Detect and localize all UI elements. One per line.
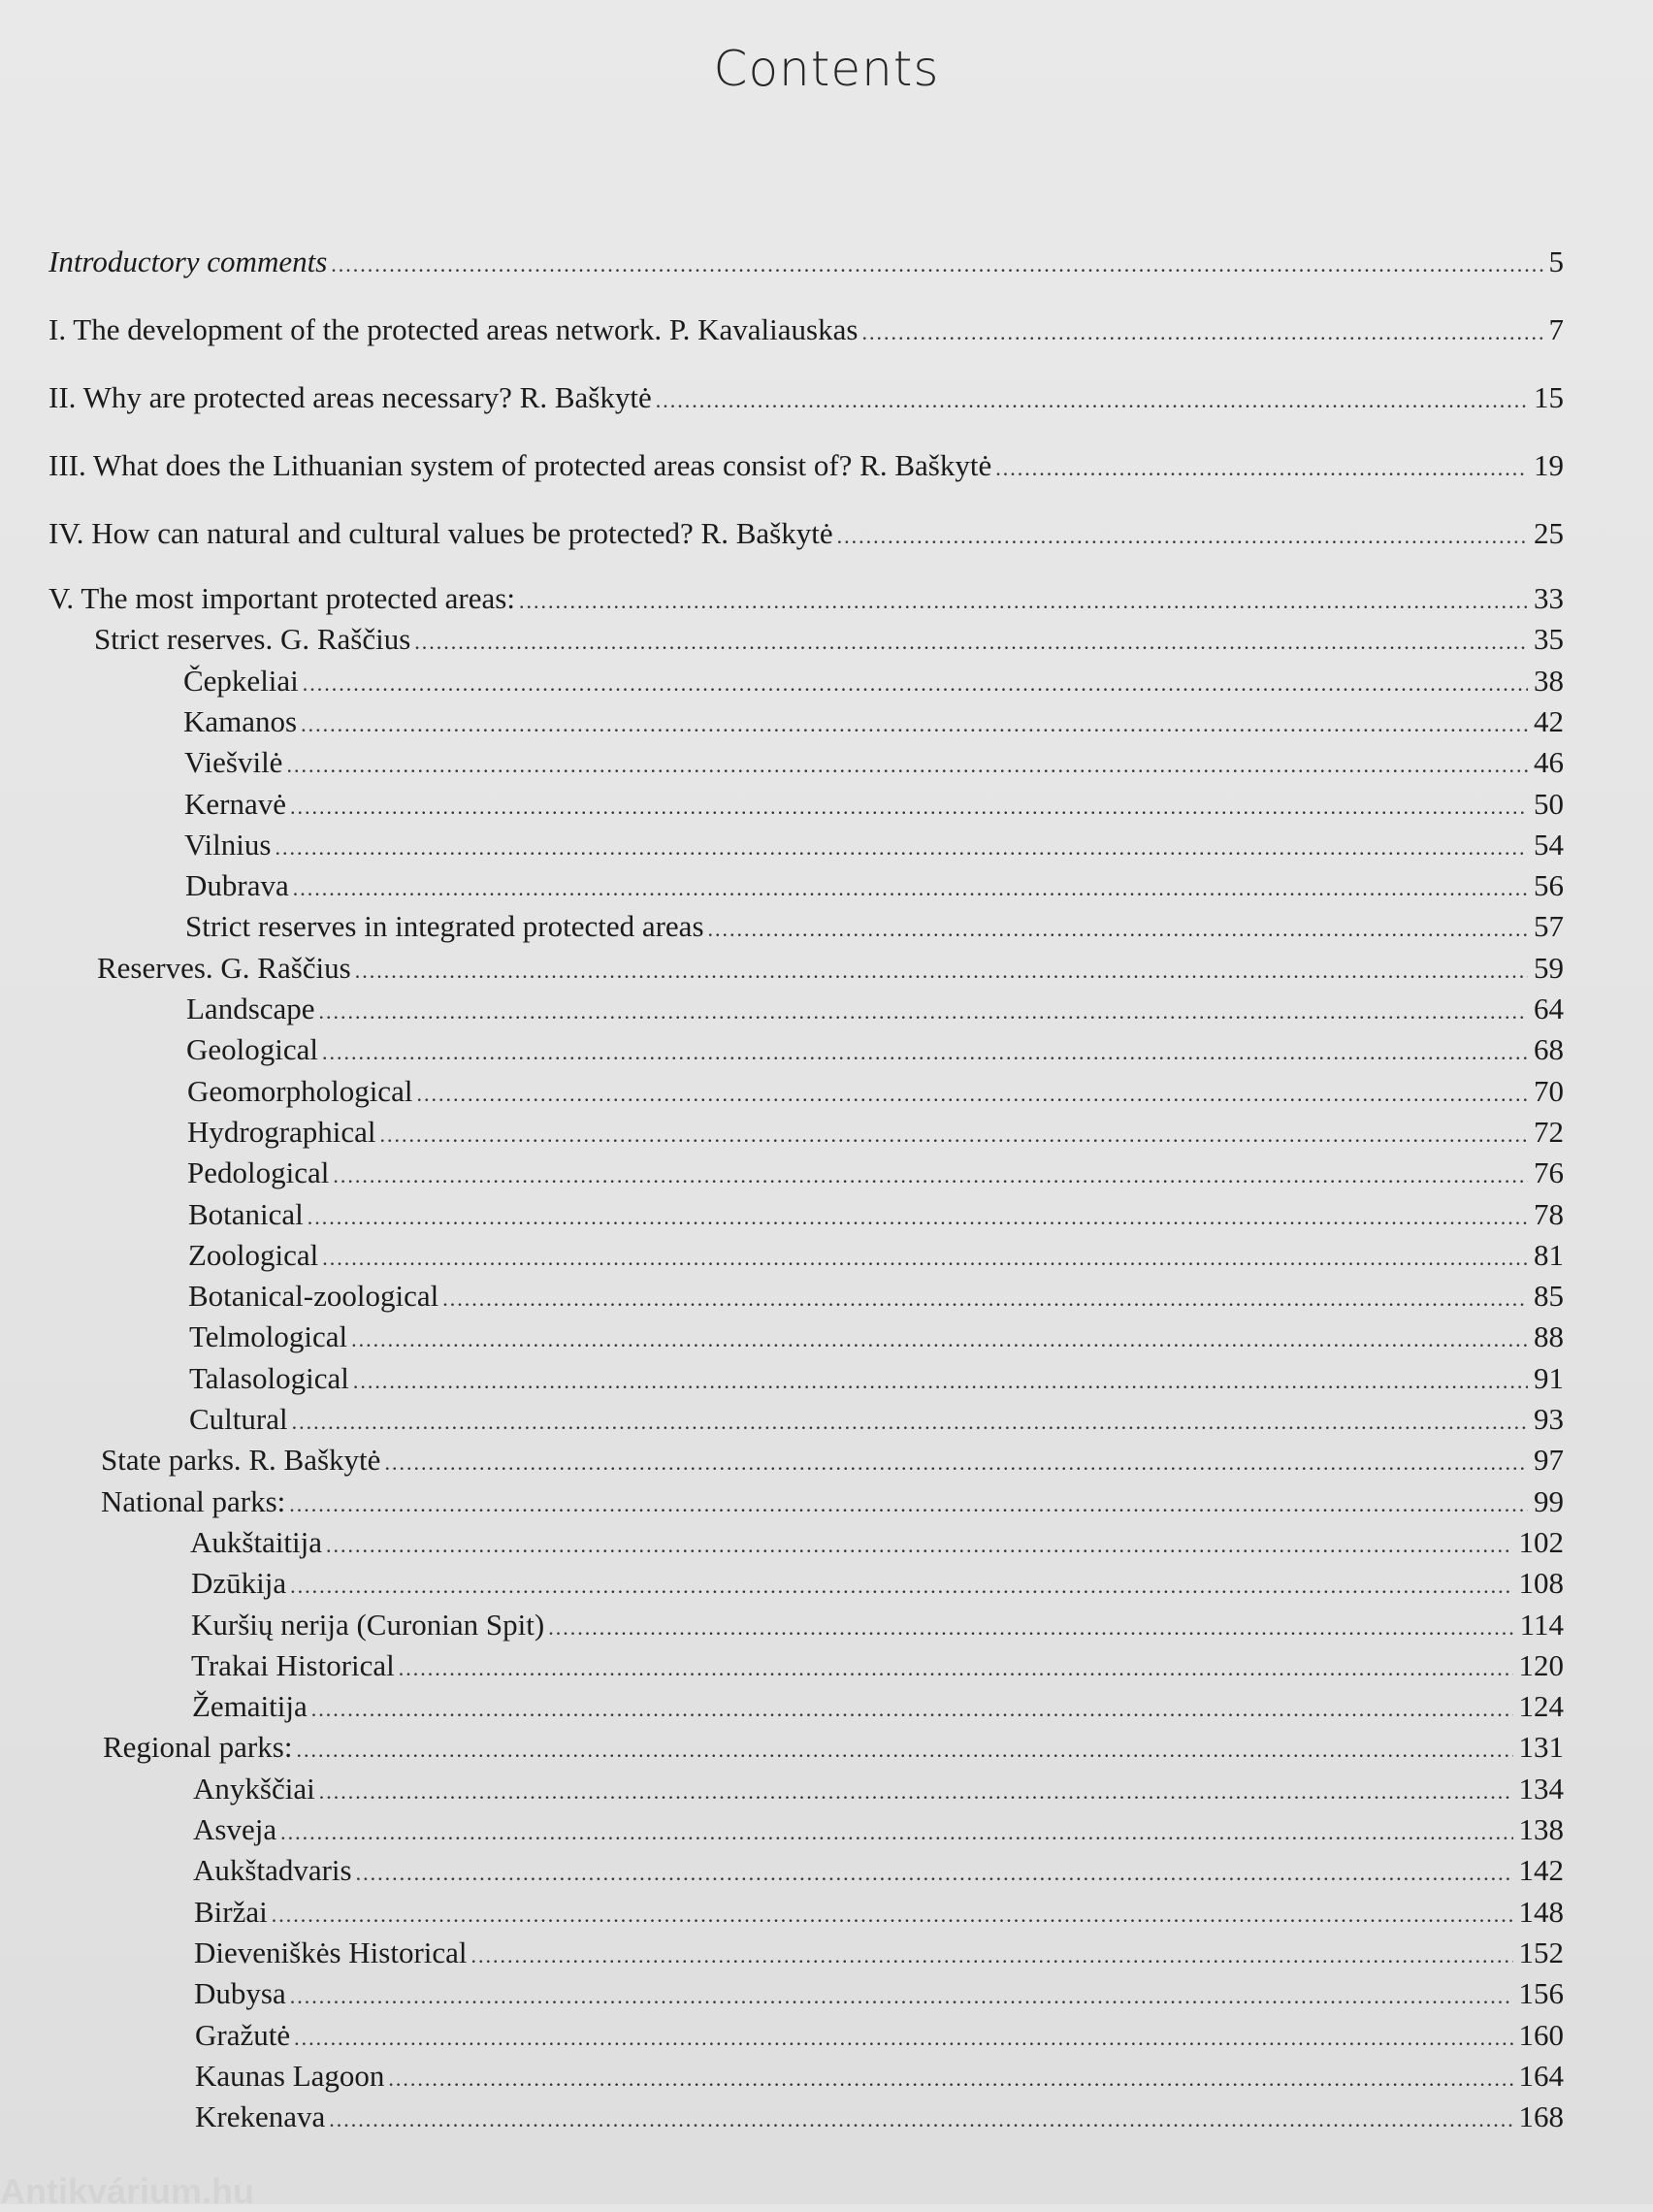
toc-entry (194, 1893, 1564, 1935)
toc-entry (49, 243, 1564, 284)
dot-leader (326, 1526, 1512, 1565)
dot-leader (471, 1936, 1513, 1975)
toc-entry-label: Kamanos (183, 703, 298, 738)
toc-entry-label: Vilnius (184, 827, 272, 862)
toc-entry-label: V. The most important protected areas: (49, 581, 515, 615)
dot-leader (548, 1609, 1513, 1647)
toc-entry (103, 1728, 1564, 1770)
toc-entry-label: Geological (186, 1032, 319, 1067)
toc-entry (184, 826, 1564, 867)
dot-leader (275, 829, 1528, 867)
toc-page-number: 124 (1518, 1689, 1564, 1724)
toc-entry (49, 378, 1564, 420)
dot-leader (280, 1813, 1512, 1852)
toc-entry-label: Introductory comments (49, 244, 328, 278)
dot-leader (322, 1033, 1528, 1072)
toc-entry (183, 702, 1564, 744)
toc-entry (189, 1359, 1564, 1401)
toc-entry (189, 1400, 1564, 1442)
dot-leader (333, 1156, 1528, 1195)
toc-entry-label: Dzūkija (191, 1566, 287, 1601)
toc-entry-label: Dieveniškės Historical (194, 1935, 468, 1969)
toc-entry-label: Botanical (188, 1196, 304, 1231)
toc-page-number: 38 (1534, 663, 1564, 698)
dot-leader (272, 1896, 1513, 1935)
toc-page-number: 46 (1534, 745, 1564, 780)
toc-entry-label: Kernavė (184, 786, 286, 821)
toc-page-number: 56 (1534, 868, 1564, 903)
toc-entry-label: II. Why are protected areas necessary? R. Baškytė (49, 380, 652, 414)
dot-leader (656, 381, 1528, 420)
toc-page-number: 91 (1534, 1360, 1564, 1395)
dot-leader (351, 1320, 1528, 1359)
toc-page-number: 85 (1534, 1279, 1564, 1314)
toc-entry (187, 1113, 1564, 1155)
toc-entry-label: Gražutė (195, 2017, 291, 2052)
toc-entry (185, 866, 1564, 908)
toc-page-number: 81 (1534, 1237, 1564, 1272)
toc-page-number: 88 (1534, 1319, 1564, 1354)
toc-page-number: 68 (1534, 1032, 1564, 1067)
toc-entry-label: Talasological (189, 1360, 349, 1395)
dot-leader (353, 1362, 1528, 1401)
dot-leader (384, 1444, 1528, 1482)
toc-entry-label: Asveja (193, 1812, 277, 1846)
toc-page-number: 142 (1518, 1853, 1564, 1888)
toc-entry (193, 1851, 1564, 1893)
dot-leader (708, 910, 1528, 949)
toc-entry (187, 1072, 1564, 1114)
toc-page-number: 5 (1548, 244, 1564, 278)
toc-entry (49, 446, 1564, 488)
toc-entry-label: Geomorphological (187, 1073, 413, 1108)
toc-entry-label: Dubysa (194, 1976, 286, 2011)
dot-leader (319, 992, 1528, 1031)
toc-page-number: 54 (1534, 827, 1564, 862)
toc-entry-label: Telmological (189, 1319, 348, 1354)
toc-entry (97, 949, 1564, 991)
toc-entry-label: Hydrographical (187, 1114, 376, 1149)
toc-page-number: 168 (1518, 2099, 1564, 2134)
toc-entry (195, 2098, 1564, 2139)
toc-entry (191, 1564, 1564, 1606)
toc-page-number: 160 (1518, 2017, 1564, 2052)
toc-page-number: 50 (1534, 786, 1564, 821)
dot-leader (399, 1649, 1513, 1688)
dot-leader (290, 1567, 1512, 1606)
dot-leader (293, 869, 1528, 908)
toc-page-number: 93 (1534, 1402, 1564, 1436)
toc-page-number: 35 (1534, 622, 1564, 657)
toc-entry-label: Cultural (189, 1402, 288, 1436)
dot-leader (416, 1075, 1528, 1114)
toc-entry-label: I. The development of the protected areas network. P. Kavaliauskas (49, 312, 859, 346)
toc-entry-label: Pedological (187, 1155, 330, 1190)
toc-entry-label: Aukštaitija (190, 1524, 323, 1559)
toc-page-number: 114 (1519, 1607, 1564, 1642)
toc-entry (184, 785, 1564, 827)
toc-entry-label: Žemaitija (192, 1689, 308, 1724)
toc-entry-label: Čepkeliai (183, 663, 299, 698)
toc-entry (194, 1974, 1564, 2016)
toc-page-number: 120 (1518, 1647, 1564, 1682)
dot-leader (995, 449, 1528, 488)
toc-entry (188, 1277, 1564, 1318)
toc-entry (188, 1236, 1564, 1278)
toc-page-number: 152 (1518, 1935, 1564, 1969)
dot-leader (303, 665, 1528, 703)
toc-page-number: 134 (1518, 1771, 1564, 1805)
toc-page-number: 164 (1518, 2058, 1564, 2093)
toc-entry (101, 1441, 1564, 1482)
toc-page-number: 148 (1518, 1894, 1564, 1929)
page-title: Contents (713, 41, 940, 97)
toc-entry (188, 1195, 1564, 1237)
dot-leader (837, 517, 1528, 556)
toc-page-number: 156 (1518, 1976, 1564, 2011)
toc-entry (184, 743, 1564, 785)
dot-leader (311, 1690, 1513, 1729)
toc-entry-label: Anykščiai (193, 1771, 315, 1805)
toc-entry-label: National parks: (101, 1483, 286, 1518)
toc-page-number: 97 (1534, 1443, 1564, 1478)
toc-entry (195, 2057, 1564, 2098)
toc-entry-label: Kuršių nerija (Curonian Spit) (191, 1607, 545, 1642)
toc-page-number: 33 (1534, 581, 1564, 615)
toc-entry-label: Zoological (188, 1237, 319, 1272)
toc-entry-label: Strict reserves. G. Raščius (94, 622, 411, 657)
dot-leader (296, 1731, 1512, 1770)
dot-leader (519, 582, 1528, 621)
toc-page-number: 99 (1534, 1483, 1564, 1518)
toc-entry (194, 1934, 1564, 1975)
toc-page-number: 78 (1534, 1196, 1564, 1231)
dot-leader (414, 623, 1528, 662)
dot-leader (861, 313, 1542, 352)
toc-entry-label: Kaunas Lagoon (195, 2058, 385, 2093)
toc-entry (186, 1030, 1564, 1072)
dot-leader (442, 1280, 1528, 1318)
dot-leader (286, 746, 1528, 785)
toc-entry (192, 1687, 1564, 1729)
toc-entry-label: Trakai Historical (191, 1647, 395, 1682)
dot-leader (388, 2060, 1512, 2098)
watermark: Antikvárium.hu (0, 2171, 255, 2211)
toc-page-number: 7 (1548, 312, 1564, 346)
toc-entry-label: Viešvilė (184, 745, 283, 780)
toc-entry-label: State parks. R. Baškytė (101, 1443, 381, 1478)
dot-leader (294, 2019, 1512, 2058)
dot-leader (290, 788, 1528, 827)
dot-leader (322, 1239, 1528, 1278)
toc-entry-label: Landscape (186, 992, 315, 1025)
dot-leader (329, 2100, 1512, 2139)
dot-leader (292, 1403, 1528, 1442)
dot-leader (301, 705, 1528, 744)
dot-leader (355, 952, 1528, 991)
toc-page-number: 19 (1534, 448, 1564, 482)
toc-entry (186, 990, 1564, 1031)
toc-entry-label: Strict reserves in integrated protected areas (185, 909, 704, 944)
toc-entry-label: Krekenava (195, 2099, 326, 2134)
toc-page-number: 70 (1534, 1073, 1564, 1108)
toc-entry (101, 1482, 1564, 1524)
toc-entry (49, 514, 1564, 556)
toc-page-number: 15 (1534, 380, 1564, 414)
toc-entry (49, 579, 1564, 621)
toc-entry (191, 1646, 1564, 1688)
dot-leader (308, 1198, 1528, 1237)
toc-page-number: 59 (1534, 950, 1564, 985)
toc-entry (193, 1810, 1564, 1852)
toc-entry-label: IV. How can natural and cultural values be protected? R. Baškytė (49, 516, 833, 550)
dot-leader (290, 1977, 1513, 2016)
toc-entry-label: Regional parks: (103, 1730, 293, 1765)
toc-entry-label: III. What does the Lithuanian system of protected areas consist of? R. Baškytė (49, 448, 992, 482)
toc-page-number: 42 (1534, 703, 1564, 738)
toc-entry-label: Reserves. G. Raščius (97, 950, 351, 985)
toc-page-number: 131 (1518, 1730, 1564, 1765)
toc-entry-label: Biržai (194, 1894, 268, 1929)
toc-page-number: 138 (1518, 1812, 1564, 1846)
toc-entry-label: Aukštadvaris (193, 1853, 352, 1888)
toc-entry (94, 620, 1564, 662)
toc-entry (183, 662, 1564, 703)
toc-page-number: 102 (1518, 1524, 1564, 1559)
toc-entry (191, 1606, 1564, 1647)
toc-page-number: 108 (1518, 1566, 1564, 1601)
toc-page-number: 72 (1534, 1114, 1564, 1149)
toc-entry-label: Dubrava (185, 868, 289, 903)
toc-page-number: 76 (1534, 1155, 1564, 1190)
dot-leader (380, 1116, 1528, 1155)
toc-page-number: 57 (1534, 909, 1564, 944)
toc-page-number: 25 (1534, 516, 1564, 550)
toc-entry (193, 1770, 1564, 1811)
toc-page-number: 64 (1534, 992, 1564, 1025)
dot-leader (356, 1854, 1513, 1893)
toc-entry (185, 907, 1564, 949)
toc-entry (187, 1154, 1564, 1195)
dot-leader (319, 1773, 1513, 1811)
toc-entry (190, 1523, 1564, 1565)
toc-entry (49, 310, 1564, 352)
toc-entry (195, 2016, 1564, 2058)
dot-leader (331, 245, 1542, 284)
toc-entry (189, 1317, 1564, 1359)
dot-leader (289, 1485, 1528, 1524)
toc-entry-label: Botanical-zoological (188, 1279, 439, 1314)
